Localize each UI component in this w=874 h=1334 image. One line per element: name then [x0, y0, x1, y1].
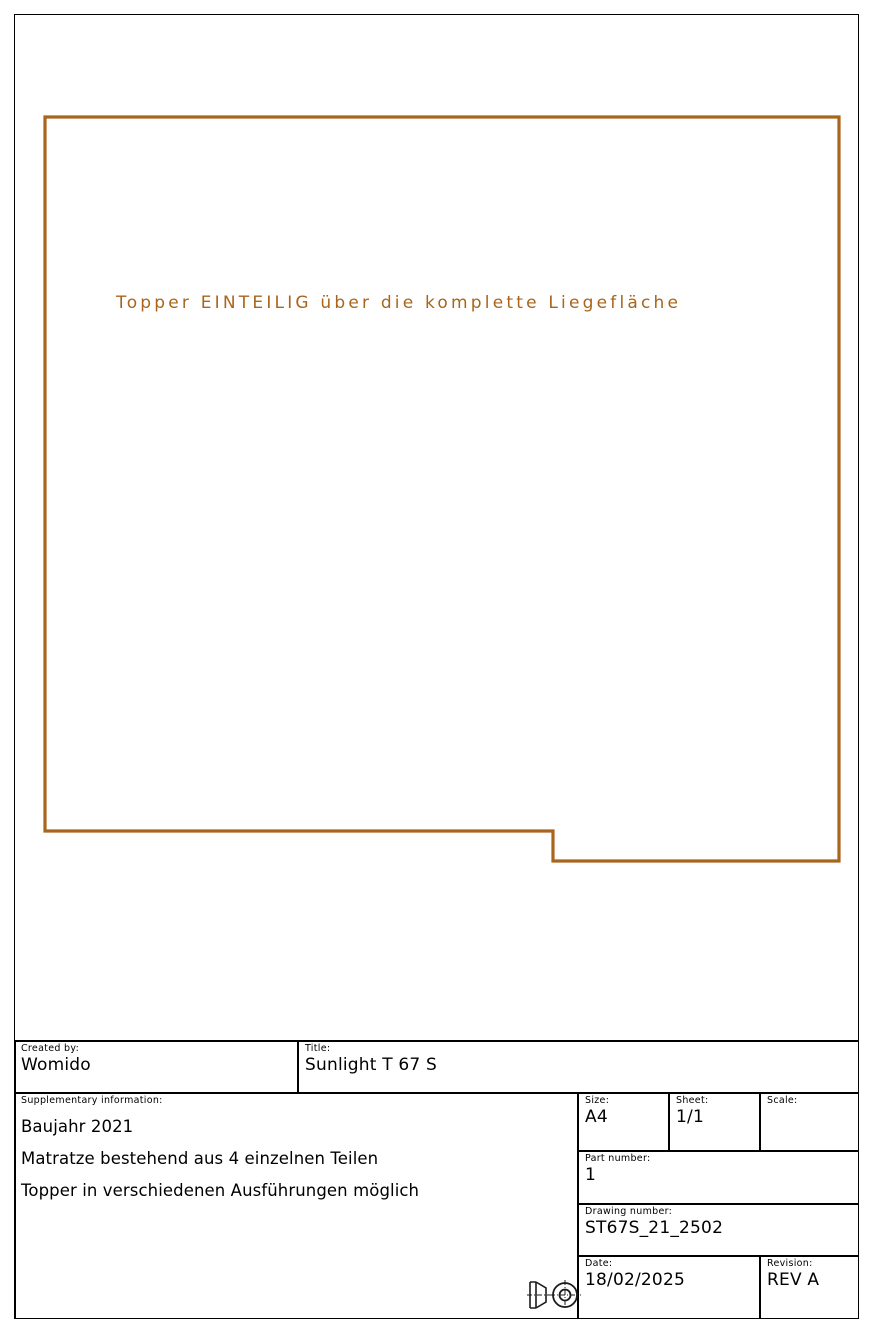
scale-caption: Scale: [767, 1095, 798, 1106]
date-value: 18/02/2025 [585, 1270, 685, 1290]
tb-vline-sheet [759, 1092, 761, 1150]
part-number-caption: Part number: [585, 1153, 651, 1164]
tb-vline-right [858, 1040, 860, 1318]
sheet-caption: Sheet: [676, 1095, 709, 1106]
drawing-area [16, 16, 857, 1031]
tb-hline-1 [14, 1092, 859, 1094]
supplementary-line: Topper in verschiedenen Ausführungen möglich [21, 1181, 420, 1200]
revision-caption: Revision: [767, 1258, 813, 1269]
supplementary-information-cell [16, 1095, 576, 1317]
part-number-value: 1 [585, 1165, 597, 1185]
scale-cell [762, 1095, 856, 1149]
supplementary-caption: Supplementary information: [21, 1095, 163, 1106]
supplementary-line: Matratze bestehend aus 4 einzelnen Teilen [21, 1149, 379, 1168]
drawing-number-value: ST67S_21_2502 [585, 1218, 724, 1238]
supplementary-line: Baujahr 2021 [21, 1117, 134, 1136]
title-cell [300, 1043, 856, 1092]
mattress-outline-shape [43, 115, 841, 863]
sheet-cell [671, 1095, 758, 1149]
drawing-number-cell [580, 1206, 856, 1254]
tb-hline-bottom [14, 1318, 859, 1320]
drawing-number-caption: Drawing number: [585, 1206, 673, 1217]
size-cell [580, 1095, 667, 1149]
topper-annotation-label: Topper EINTEILIG über die komplette Liegefläche [116, 293, 682, 313]
sheet-value: 1/1 [676, 1107, 704, 1127]
tb-hline-2 [577, 1150, 859, 1152]
tb-hline-4 [577, 1255, 859, 1257]
date-caption: Date: [585, 1258, 613, 1269]
tb-hline-top [14, 1040, 859, 1042]
tb-vline-revision [759, 1255, 761, 1318]
created-by-value: Womido [21, 1055, 91, 1075]
tb-vline-title [297, 1040, 299, 1093]
tb-vline-size [668, 1092, 670, 1150]
created-by-caption: Created by: [21, 1043, 80, 1054]
size-caption: Size: [585, 1095, 610, 1106]
revision-cell [762, 1258, 856, 1316]
title-block [14, 1040, 859, 1319]
title-caption: Title: [305, 1043, 331, 1054]
revision-value: REV A [767, 1270, 820, 1290]
first-angle-projection-icon [526, 1274, 582, 1314]
date-cell [580, 1258, 758, 1316]
part-number-cell [580, 1153, 856, 1202]
title-value: Sunlight T 67 S [305, 1055, 438, 1075]
created-by-cell [16, 1043, 297, 1092]
tb-hline-3 [577, 1203, 859, 1205]
size-value: A4 [585, 1107, 608, 1127]
